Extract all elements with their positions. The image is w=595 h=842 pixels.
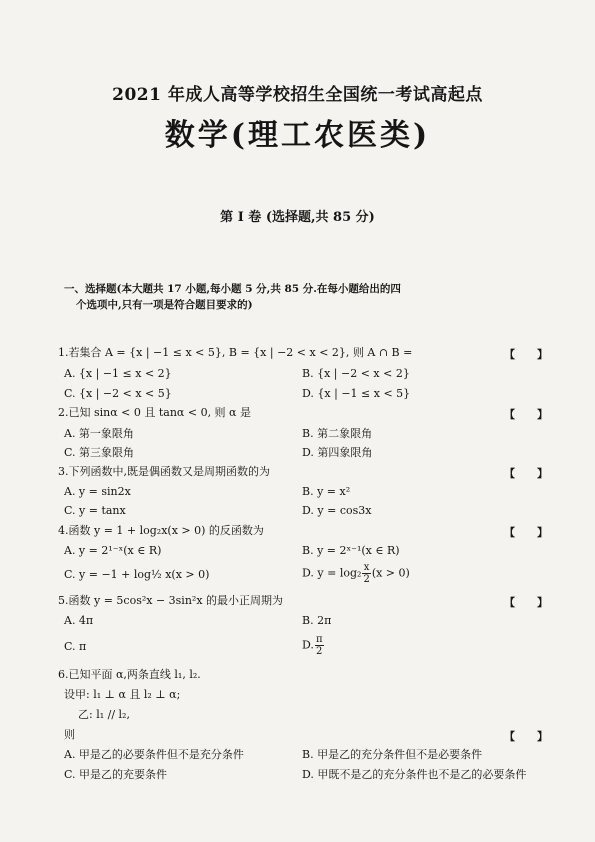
question-6-stem: 6.已知平面 α,两条直线 l₁, l₂.	[58, 668, 201, 681]
section-instructions-line2: 个选项中,只有一项是符合题目要求的)	[76, 299, 253, 311]
question-6-option-b: B. 甲是乙的充分条件但不是必要条件	[302, 748, 483, 761]
question-1-option-c: C. {x | −2 < x < 5}	[64, 387, 172, 400]
fraction	[315, 634, 324, 657]
section-instructions-line1: 一、选择题(本大题共 17 小题,每小题 5 分,共 85 分.在每小题给出的四	[64, 283, 401, 295]
answer-bracket-3: 【 】	[504, 467, 548, 480]
fraction-denominator: 2	[316, 646, 323, 657]
exam-header: 2021 年成人高等学校招生全国统一考试高起点	[112, 85, 483, 105]
question-2-stem: 2.已知 sinα < 0 且 tanα < 0, 则 α 是	[58, 406, 251, 419]
question-4-option-d	[302, 562, 410, 585]
answer-bracket-6: 【 】	[504, 730, 548, 743]
question-1-option-a: A. {x | −1 ≤ x < 2}	[64, 367, 172, 380]
question-3-option-c: C. y = tanx	[64, 504, 126, 517]
question-5-option-d-prefix: D.	[302, 638, 314, 652]
fraction	[362, 562, 370, 585]
fraction-numerator: x	[363, 562, 370, 573]
question-4-stem: 4.函数 y = 1 + log₂x(x > 0) 的反函数为	[58, 524, 264, 537]
question-6-then: 则	[64, 728, 75, 741]
question-2-option-a: A. 第一象限角	[64, 427, 134, 440]
question-4-option-a: A. y = 2¹⁻ˣ(x ∈ R)	[64, 544, 162, 557]
question-4-option-b: B. y = 2ˣ⁻¹(x ∈ R)	[302, 544, 400, 557]
question-2-option-b: B. 第二象限角	[302, 427, 373, 440]
question-6-option-d: D. 甲既不是乙的充分条件也不是乙的必要条件	[302, 768, 527, 781]
question-5-option-a: A. 4π	[64, 614, 94, 627]
question-5-option-d	[302, 634, 325, 657]
question-2-option-c: C. 第三象限角	[64, 446, 135, 459]
question-5-option-b: B. 2π	[302, 614, 332, 627]
answer-bracket-1: 【 】	[504, 348, 548, 361]
question-1-option-b: B. {x | −2 < x < 2}	[302, 367, 410, 380]
section-instructions	[64, 281, 464, 313]
fraction-numerator: π	[315, 634, 323, 645]
question-6-option-c: C. 甲是乙的充要条件	[64, 768, 168, 781]
answer-bracket-5: 【 】	[504, 596, 548, 609]
part-title: 第 Ⅰ 卷 (选择题,共 85 分)	[220, 210, 375, 225]
question-6-premise-2: 乙: l₁ // l₂,	[78, 708, 130, 721]
question-1-stem: 1.若集合 A = {x | −1 ≤ x < 5}, B = {x | −2 < x < 2}, 则 A ∩ B =	[58, 346, 413, 359]
question-1-option-d: D. {x | −1 ≤ x < 5}	[302, 387, 411, 400]
question-4-option-d-suffix: (x > 0)	[371, 566, 410, 580]
answer-bracket-4: 【 】	[504, 526, 548, 539]
answer-bracket-2: 【 】	[504, 408, 548, 421]
question-4-option-c: C. y = −1 + log½ x(x > 0)	[64, 568, 210, 581]
question-3-option-d: D. y = cos3x	[302, 504, 372, 517]
fraction-denominator: 2	[363, 574, 370, 585]
question-6-premise-1: 设甲: l₁ ⊥ α 且 l₂ ⊥ α;	[64, 688, 181, 701]
question-3-option-a: A. y = sin2x	[64, 485, 131, 498]
exam-subject-title: 数学(理工农医类)	[164, 118, 431, 153]
question-3-option-b: B. y = x²	[302, 485, 351, 498]
question-6-option-a: A. 甲是乙的必要条件但不是充分条件	[64, 748, 244, 761]
question-2-option-d: D. 第四象限角	[302, 446, 373, 459]
question-5-stem: 5.函数 y = 5cos²x − 3sin²x 的最小正周期为	[58, 594, 284, 607]
question-5-option-c: C. π	[64, 640, 87, 653]
question-3-stem: 3.下列函数中,既是偶函数又是周期函数的为	[58, 465, 270, 478]
question-4-option-d-prefix: D. y = log₂	[302, 566, 362, 580]
